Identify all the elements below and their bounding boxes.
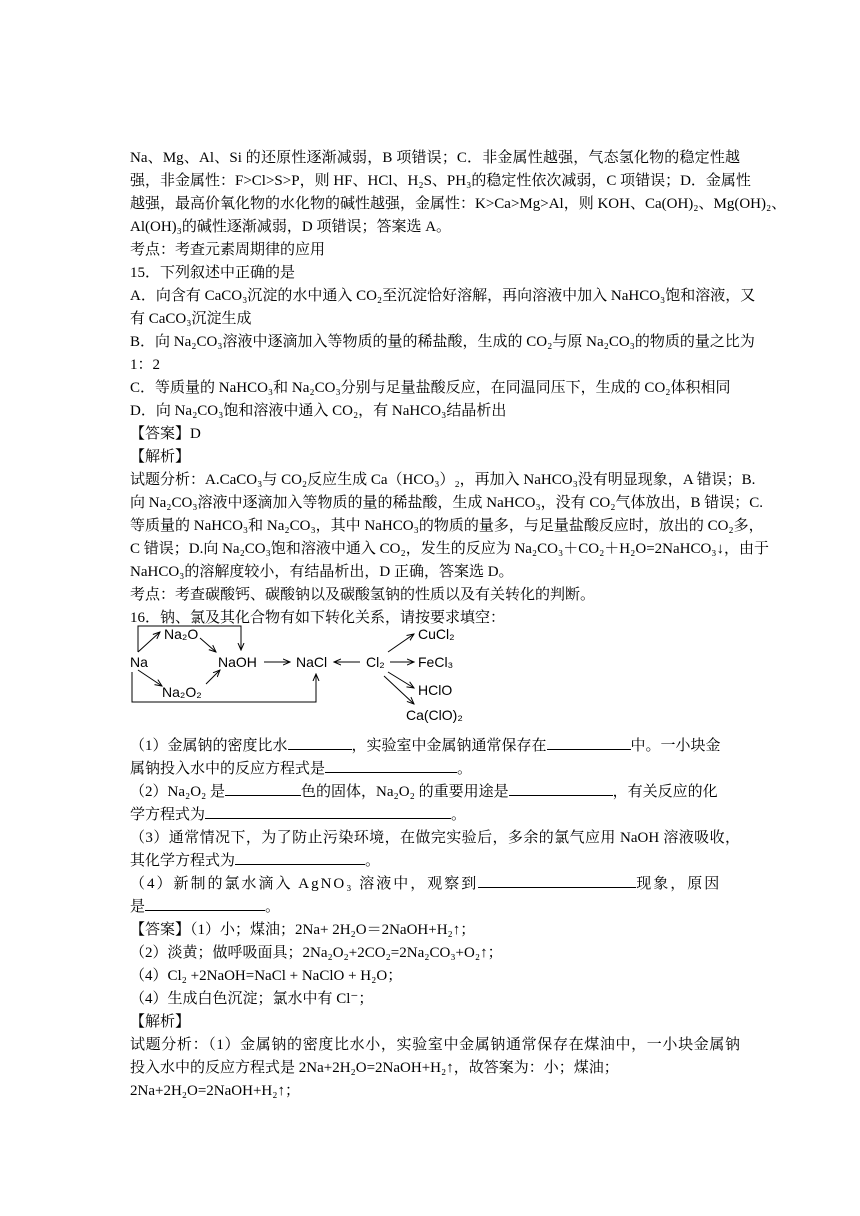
q16-part2-line-2 xyxy=(130,804,740,826)
q16-part4-text-b: 现象，原因 xyxy=(636,876,722,892)
q15-option-d: D．向 Na₂CO₃饱和溶液中通入 CO₂，有 NaHCO₃结晶析出 xyxy=(130,403,507,419)
q16-part4-text-c: 是 xyxy=(130,899,146,915)
blank-storage[interactable] xyxy=(547,735,631,750)
q16-part1-text-d: 属钠投入水中的反应方程式是 xyxy=(130,761,326,777)
blank-chlorine-naoh-equation[interactable] xyxy=(235,850,365,865)
q16-answer-line-3: （4）Cl₂ +2NaOH=NaCl + NaClO + H₂O； xyxy=(130,968,403,984)
arrow-na2o2-to-naoh xyxy=(206,670,220,684)
q14-analysis-line-4: Al(OH)₃的碱性逐渐减弱，D 项错误；答案选 A。 xyxy=(130,219,452,235)
q15-option-a-line-1: A．向含有 CaCO₃沉淀的水中通入 CO₂至沉淀恰好溶解，再向溶液中加入 NaHCO₃饱和溶液，又 xyxy=(130,288,756,304)
q16-answer-line-1: 【答案】（1）小；煤油；2Na+ 2H₂O＝2NaOH+H₂↑； xyxy=(130,922,476,938)
arrow-cl2-to-cucl2 xyxy=(388,634,414,652)
q16-part2-text-d: 学方程式为 xyxy=(130,807,206,823)
node-cl2: Cl₂ xyxy=(366,654,385,670)
arrow-cl2-to-hclo xyxy=(388,672,414,688)
q16-answer-line-4: （4）生成白色沉淀；氯水中有 Cl⁻； xyxy=(130,991,374,1007)
q16-part1-text-e: 。 xyxy=(457,761,473,777)
arrow-na-to-na2o2 xyxy=(138,670,162,686)
q15-option-b-line-2: 1：2 xyxy=(130,357,161,373)
q16-analysis-line-2: 投入水中的反应方程式是 2Na+2H₂O=2NaOH+H₂↑，故答案为：小；煤油； xyxy=(130,1060,619,1076)
blank-na2o2-color[interactable] xyxy=(225,781,301,796)
q16-analysis-heading: 【解析】 xyxy=(130,1014,191,1030)
q16-part4-text-a: （4）新制的氯水滴入 AgNO₃ 溶液中，观察到 xyxy=(130,876,479,892)
q16-analysis-line-1: 试题分析：（1）金属钠的密度比水小，实验室中金属钠通常保存在煤油中，一小块金属钠 xyxy=(130,1037,740,1053)
node-nacl: NaCl xyxy=(296,654,328,670)
node-cucl2: CuCl₂ xyxy=(418,626,455,642)
q16-part3-line-1: （3）通常情况下，为了防止污染环境，在做完实验后，多余的氯气应用 NaOH 溶液吸收， xyxy=(130,830,740,846)
q16-part4-line-1 xyxy=(130,873,740,895)
q16-part1-text-c: 中。一小块金 xyxy=(630,738,721,754)
q16-answer-line-2: （2）淡黄；做呼吸面具；2Na₂O₂+2CO₂=2Na₂CO₃+O₂↑； xyxy=(130,945,503,961)
blank-na-water-equation[interactable] xyxy=(325,758,457,773)
q16-part2-line-1 xyxy=(130,781,740,803)
q16-part1-line-2 xyxy=(130,758,740,780)
node-naoh: NaOH xyxy=(218,654,257,670)
q15-analysis-line-3: 等质量的 NaHCO₃和 Na₂CO₃，其中 NaHCO₃的物质的量多，与足量盐酸反应时，放出的 CO₂多， xyxy=(130,518,764,534)
q15-stem: 15．下列叙述中正确的是 xyxy=(130,265,296,281)
q14-point: 考点：考查元素周期律的应用 xyxy=(130,242,326,258)
blank-na2o2-use[interactable] xyxy=(509,781,613,796)
q15-analysis-line-5: NaHCO₃的溶解度较小，有结晶析出，D 正确，答案选 D。 xyxy=(130,564,514,580)
q16-part1-text-b: ，实验室中金属钠通常保存在 xyxy=(351,738,547,754)
q16-part3-text-b: 其化学方程式为 xyxy=(130,853,236,869)
blank-density[interactable] xyxy=(288,735,352,750)
q16-stem: 16．钠、氯及其化合物有如下转化关系，请按要求填空： xyxy=(130,610,506,626)
arrow-cl2-to-caclo2 xyxy=(384,676,414,704)
q14-analysis-line-3: 越强，最高价氧化物的水化物的碱性越强，金属性：K>Ca>Mg>Al，则 KOH、Ca(OH)₂、Mg(OH)₂、 xyxy=(130,196,787,212)
q15-option-c: C．等质量的 NaHCO₃和 Na₂CO₃分别与足量盐酸反应，在同温同压下，生成的 CO₂体积相同 xyxy=(130,380,731,396)
q15-option-b-line-1: B．向 Na₂CO₃溶液中逐滴加入等物质的量的稀盐酸，生成的 CO₂与原 Na₂CO₃的物质的量之比为 xyxy=(130,334,755,350)
q16-part4-text-d: 。 xyxy=(265,899,281,915)
blank-agno3-phenomenon[interactable] xyxy=(478,873,636,888)
blank-agno3-reason[interactable] xyxy=(145,896,265,911)
q15-answer: 【答案】D xyxy=(130,426,201,442)
q15-analysis-line-2: 向 Na₂CO₃溶液中逐滴加入等物质的量的稀盐酸，生成 NaHCO₃，没有 CO₂气体放出，B 错误；C. xyxy=(130,495,764,511)
arrow-na2o-to-naoh xyxy=(200,638,216,652)
q16-part2-text-c: ，有关反应的化 xyxy=(612,784,718,800)
q15-analysis-line-4: C 错误；D.向 Na₂CO₃饱和溶液中通入 CO₂，发生的反应为 Na₂CO₃＋CO₂＋H₂O=2NaHCO₃↓，由于 xyxy=(130,541,770,557)
node-caclo2: Ca(ClO)₂ xyxy=(406,707,463,723)
q16-part2-text-a: （2）Na₂O₂ 是 xyxy=(130,784,226,800)
q15-analysis-line-1: 试题分析：A.CaCO₃与 CO₂反应生成 Ca（HCO₃）₂，再加入 NaHCO₃没有明显现象，A 错误；B. xyxy=(130,472,756,488)
q15-option-a-line-2: 有 CaCO₃沉淀生成 xyxy=(130,311,252,327)
arrow-na-to-nacl-loop xyxy=(132,672,316,702)
q16-part3-line-2 xyxy=(130,850,740,872)
q16-part1-text-a: （1）金属钠的密度比水 xyxy=(130,738,288,754)
q14-analysis-line-2: 强，非金属性：F>Cl>S>P，则 HF、HCl、H₂S、PH₃的稳定性依次减弱，C 项错误；D．金属性 xyxy=(130,173,751,189)
q15-analysis-heading: 【解析】 xyxy=(130,449,191,465)
node-na2o: Na₂O xyxy=(164,626,199,642)
q16-part1-line-1 xyxy=(130,735,740,757)
q16-part2-text-b: 色的固体，Na₂O₂ 的重要用途是 xyxy=(301,784,509,800)
q15-point: 考点：考查碳酸钙、碳酸钠以及碳酸氢钠的性质以及有关转化的判断。 xyxy=(130,587,596,603)
conversion-diagram xyxy=(124,622,484,726)
node-hclo: HClO xyxy=(418,682,453,698)
q16-part2-text-e: 。 xyxy=(451,807,467,823)
q16-part4-line-2 xyxy=(130,896,740,918)
node-na: Na xyxy=(130,654,148,670)
q16-analysis-line-3: 2Na+2H₂O=2NaOH+H₂↑； xyxy=(130,1083,300,1099)
q16-part3-text-c: 。 xyxy=(365,853,381,869)
q14-analysis-line-1: Na、Mg、Al、Si 的还原性逐渐减弱，B 项错误；C．非金属性越强，气态氢化物的稳定性越 xyxy=(130,150,740,166)
arrow-na-to-na2o xyxy=(138,632,160,652)
node-fecl3: FeCl₃ xyxy=(418,654,454,670)
blank-na2o2-equation[interactable] xyxy=(205,804,451,819)
node-na2o2: Na₂O₂ xyxy=(162,684,202,700)
